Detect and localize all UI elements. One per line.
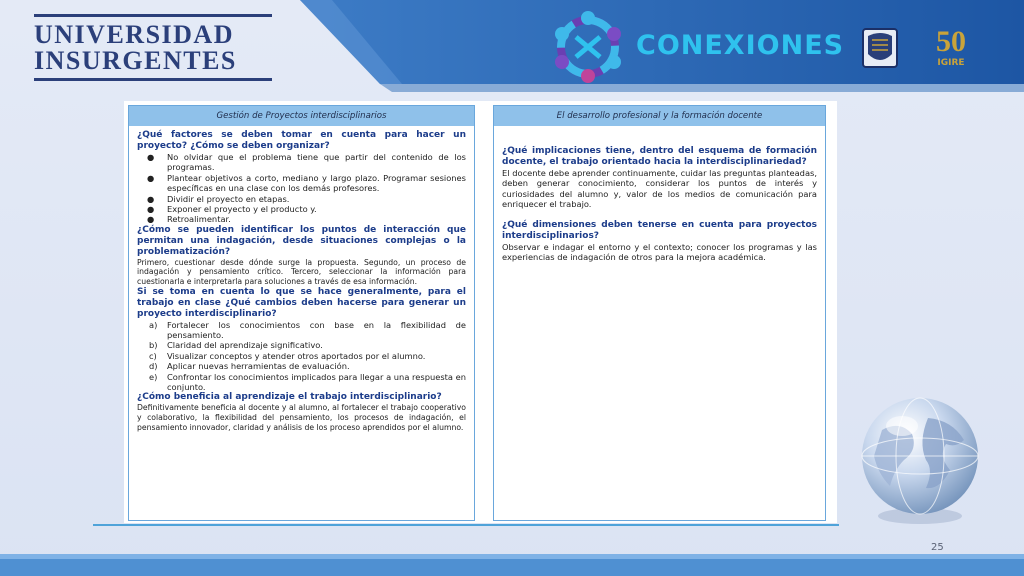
anniversary-text: IGIRE [937,58,965,68]
list-marker: a) [149,319,158,330]
list-item [149,319,466,341]
list-item [149,371,466,393]
list-item [149,361,466,372]
answer-4: Definitivamente beneficia al docente y al alumno, al fortalecer el trabajo cooperativo y colaborativo, la flexibilidad del pensamiento, los procesos de indagación, el pensamiento innovador, claridad y análisis de los proceso aprendidos por el alumno. [137,403,466,432]
spacer [502,210,817,220]
list-item [147,152,466,173]
list-item-text: Confrontar los conocimientos implicados para llegar a una respuesta en conjunto. [167,371,466,393]
list-item-text: Fortalecer los conocimientos con base en la flexibilidad de pensamiento. [167,319,466,341]
list-item-text: Retroalimentar. [167,214,231,225]
list-item-text: Plantear objetivos a corto, mediano y largo plazo. Programar sesiones específicas en una clase con los demás profesores. [167,172,466,194]
left-column-body [129,126,474,432]
answer-1: El docente debe aprender continuamente, cuidar las preguntas planteadas, deben generar conocimiento, considerar los puntos de interés y curiosidades del alumno y, valor de los medios de comunicación para enriquecer el trabajo. [502,168,817,210]
anniversary-logo [924,26,978,70]
answer-2: Observar e indagar el entorno y el contexto; conocer los programas y las experiencias de indagación de otros para la mejora académica. [502,241,817,263]
list-item [147,214,466,225]
list-item-text: Visualizar conceptos y atender otros aportados por el alumno. [167,350,426,361]
list-item [147,193,466,204]
university-name-line2: INSURGENTES [34,46,237,75]
bullet-icon: ● [147,152,155,162]
left-column-header: Gestión de Proyectos interdisciplinarios [129,106,474,126]
list-item [147,204,466,215]
unam-seal-icon [862,28,898,68]
list-marker: b) [149,340,158,351]
conexiones-title: CONEXIONES [636,30,845,61]
bullet-icon: ● [147,172,155,183]
list-item [149,350,466,361]
question-3: Si se toma en cuenta lo que se hace generalmente, para el trabajo en clase ¿Qué cambios deben hacerse para generar un proyecto interdisciplinario? [137,286,466,319]
bottom-band [0,554,1024,576]
right-column [493,105,826,521]
question-4: ¿Cómo beneficia al aprendizaje el trabajo interdisciplinario? [137,392,442,403]
logo-rule-bottom [34,78,272,81]
question-1: ¿Qué factores se deben tomar en cuenta para hacer un proyecto? ¿Cómo se deben organizar? [137,130,466,151]
question-2: ¿Cómo se pueden identificar los puntos de interacción que permitan una indagación, desde situaciones complejas o la problematización? [137,224,466,257]
question-1: ¿Qué implicaciones tiene, dentro del esquema de formación docente, el trabajo orientado hacia la interdisciplinariedad? [502,146,817,167]
left-column [128,105,475,521]
anniversary-number: 50 [936,25,966,58]
conexiones-logo-icon [546,8,630,86]
list-item-text: Dividir el proyecto en etapas. [167,193,290,204]
logo-rule-top [34,14,272,17]
list-item-text: Exponer el proyecto y el producto y. [167,204,317,215]
university-name-line1: UNIVERSIDAD [34,20,234,49]
globe-icon [860,390,986,530]
bullet-icon: ● [147,193,155,204]
bullet-icon: ● [147,214,155,225]
divider [93,524,839,526]
question-2: ¿Qué dimensiones deben tenerse en cuenta para proyectos interdisciplinarios? [502,219,817,241]
factors-list [137,152,466,225]
list-item-text: Claridad del aprendizaje significativo. [167,340,323,351]
university-logo [34,14,272,81]
right-column-body [494,126,825,262]
list-marker: c) [149,350,157,361]
list-marker: d) [149,361,158,372]
changes-list [137,320,466,393]
page-number: 25 [931,542,944,553]
spacer [502,130,817,146]
list-item-text: No olvidar que el problema tiene que partir del contenido de los programas. [167,152,466,173]
list-item-text: Aplicar nuevas herramientas de evaluación. [167,361,350,372]
content-panel [124,101,837,523]
list-item [149,340,466,351]
right-column-header: El desarrollo profesional y la formación docente [494,106,825,126]
answer-2: Primero, cuestionar desde dónde surge la propuesta. Segundo, un proceso de indagación y pensamiento crítico. Tercero, seleccionar la información para cuestionarla e interpretarla para soluciones a través de esa información. [137,257,466,287]
bullet-icon: ● [147,204,155,215]
list-marker: e) [149,371,158,382]
list-item [147,172,466,194]
